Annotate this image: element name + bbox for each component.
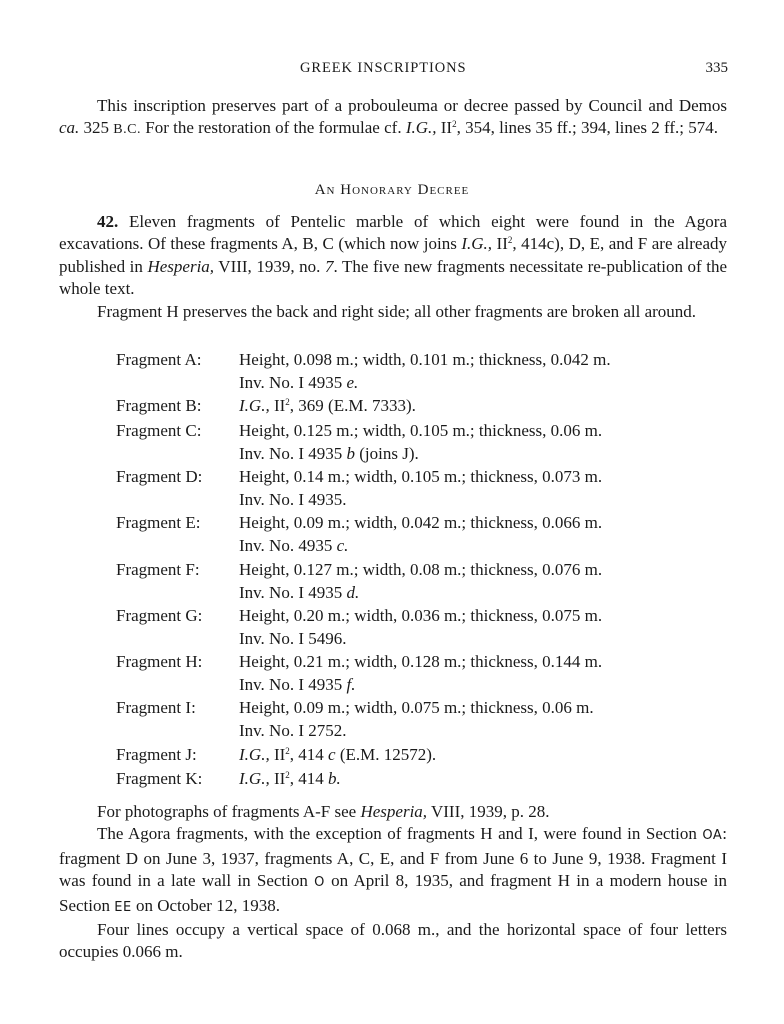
fragment-f: Fragment F: Height, 0.127 m.; width, 0.08 m.; thickness, 0.076 m. Inv. No. I 4935 d. [116,559,603,602]
fragment-b: Fragment B: I.G., $II^2$, 369 (E.M. 7333). [116,396,416,416]
fragment-d: Fragment D: Height, 0.14 m.; width, 0.105 m.; thickness, 0.073 m. Inv. No. I 4935. [116,467,603,510]
section-heading: An Honorary Decree [314,182,470,198]
fragment-list [116,349,611,793]
entry-number: 42. [97,212,119,231]
page-number: 335 [705,60,728,76]
measurement-note: Four lines occupy a vertical space of 0.068 m., and the horizontal space of four letters occupies 0.066 m. [59,920,727,962]
closing-paragraphs [59,801,727,964]
fragment-e: Fragment E: Height, 0.09 m.; width, 0.042 m.; thickness, 0.066 m. Inv. No. 4935 c. [116,513,603,556]
entry-42 [59,211,727,323]
fragment-a: Fragment A: Height, 0.098 m.; width, 0.101 m.; thickness, 0.042 m. Inv. No. I 4935 e. [116,350,611,392]
running-title: GREEK INSCRIPTIONS [300,60,467,76]
entry-description: 42. Eleven fragments of Pentelic marble of which eight were found in the Agora excavations. Of these fragments A, B, C (which now joins I.G., $II^2$, 414c), D, E, and F are already published in Hesperia, VIII, 1939, no. 7. The five new fragments necessitate re-publication of the whole text. [59,212,728,299]
fragment-g: Fragment G: Height, 0.20 m.; width, 0.036 m.; thickness, 0.075 m. Inv. No. I 5496. [116,605,603,648]
findspot-note: The Agora fragments, with the exception of fragments H and I, were found in Section OA: fragment D on June 3, 1937, fragments A, C, E, and F from June 6 to June 9, 1938. Fragment I was found in a late wall in Section O on April 8, 1935, and fragment H in a modern house in Section EE on October 12, 1938. [59,824,727,915]
fragment-i: Fragment I: Height, 0.09 m.; width, 0.075 m.; thickness, 0.06 m. Inv. No. I 2752. [116,698,594,741]
fragment-k: Fragment K: I.G., $II^2$, 414 b. [116,769,341,789]
fragment-j: Fragment J: I.G., $II^2$, 414 c (E.M. 12572). [116,744,437,764]
intro-paragraph: This inscription preserves part of a probouleuma or decree passed by Council and Demos ca. 325 B.C. For the restoration of the formulae cf. I.G., $II^2$, 354, lines 35 ff.; 394, lines 2 ff.; 574. [59,96,727,138]
fragment-c: Fragment C: Height, 0.125 m.; width, 0.105 m.; thickness, 0.06 m. Inv. No. I 4935 b (joins J). [116,420,603,463]
photographs-note: For photographs of fragments A-F see Hesperia, VIII, 1939, p. 28. [97,802,550,821]
fragment-h: Fragment H: Height, 0.21 m.; width, 0.128 m.; thickness, 0.144 m. Inv. No. I 4935 f. [116,652,603,695]
entry-condition: Fragment H preserves the back and right side; all other fragments are broken all around. [97,301,697,321]
